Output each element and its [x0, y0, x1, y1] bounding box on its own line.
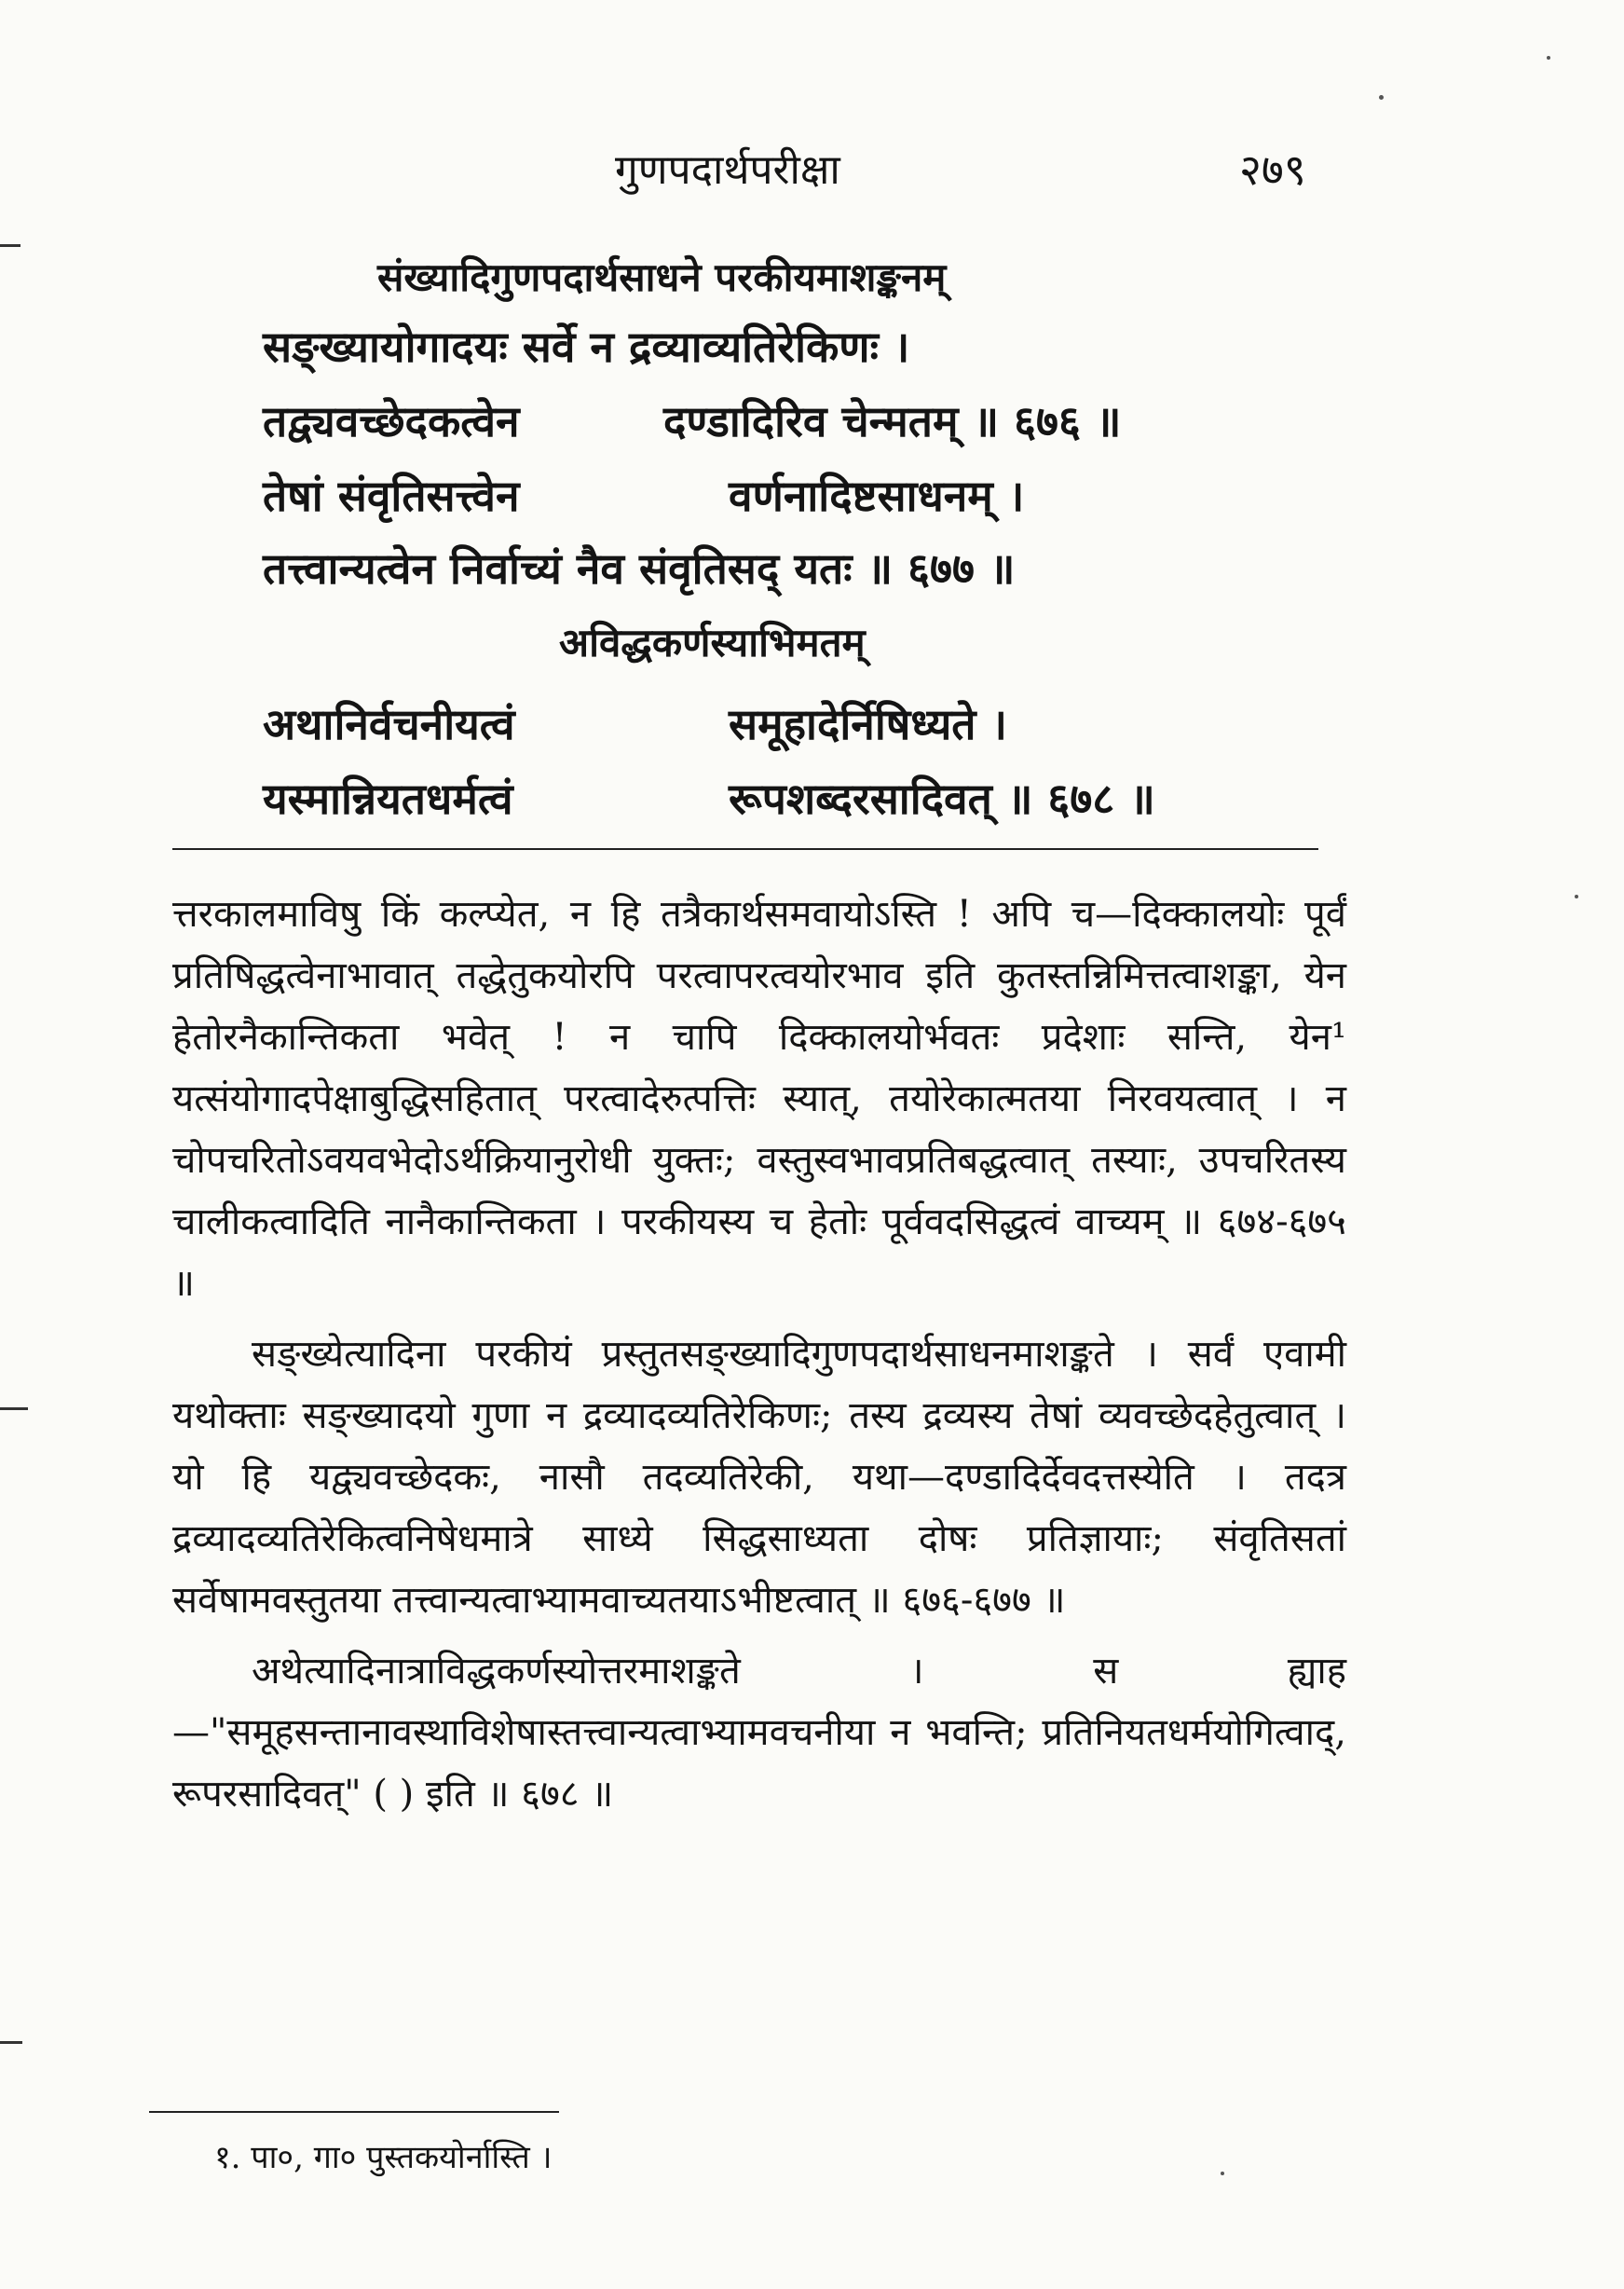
running-header: गुणपदार्थपरीक्षा	[615, 146, 840, 194]
verse-line: अथानिर्वचनीयत्वं	[263, 699, 515, 749]
scan-mark	[0, 2041, 22, 2044]
section-divider	[172, 848, 1318, 850]
verse-line: तद्व्यवच्छेदकत्वेन	[263, 396, 520, 446]
verse-line-part: दण्डादिरिव चेन्मतम् ॥ ६७६ ॥	[663, 396, 1122, 446]
verse-line: तेषां संवृतिसत्त्वेन	[263, 471, 520, 521]
scan-speck	[1547, 56, 1550, 60]
scan-mark	[0, 244, 20, 247]
scan-mark	[0, 1407, 28, 1410]
page-number: २७९	[1239, 144, 1306, 195]
commentary	[172, 884, 1346, 1834]
verse-line: यस्मान्नियतधर्मत्वं	[263, 774, 513, 824]
verse-line-part: समूहादेर्निषिध्यते ।	[729, 699, 1007, 749]
scan-speck	[1221, 2172, 1224, 2175]
commentary-paragraph: सङ्ख्येत्यादिना परकीयं प्रस्तुतसङ्ख्यादिगुणपदार्थसाधनमाशङ्कते । सर्वं एवामी यथोक्ताः सङ्ख्यादयो गुणा न द्रव्यादव्यतिरेकिणः; तस्य द्रव्यस्य तेषां व्यवच्छेदहेतुत्वात् । यो हि यद्व्यवच्छेदकः, नासौ तदव्यतिरेकी, यथा—दण्डादिर्देवदत्तस्येति । तदत्र द्रव्यादव्यतिरेकित्वनिषेधमात्रे साध्ये सिद्धसाध्यता दोषः प्रतिज्ञायाः; संवृतिसतां सर्वेषामवस्तुतया तत्त्वान्यत्वाभ्यामवाच्यतयाऽभीष्टत्वात् ॥ ६७६-६७७ ॥	[172, 1333, 1346, 1622]
commentary-paragraph: अथेत्यादिनात्राविद्धकर्णस्योत्तरमाशङ्कते । स ह्याह—"समूहसन्तानावस्थाविशेषास्तत्त्वान्यत्वाभ्यामवचनीया न भवन्ति; प्रतिनियतधर्मयोगित्वाद्, रूपरसादिवत्" ( ) इति ॥ ६७८ ॥	[172, 1650, 1346, 1816]
verse-line-part: वर्णनादिष्टसाधनम् ।	[729, 471, 1025, 521]
verse-line: तत्त्वान्यत्वेन निर्वाच्यं नैव संवृतिसद् यतः ॥ ६७७ ॥	[263, 543, 1016, 594]
scan-speck	[1379, 95, 1384, 100]
section-heading-2: अविद्धकर्णस्याभिमतम्	[559, 620, 866, 665]
footnote: १. पा०, गा० पुस्तकयोर्नास्ति ।	[214, 2139, 553, 2176]
section-heading-1: संख्यादिगुणपदार्थसाधने परकीयमाशङ्कनम्	[377, 254, 947, 300]
verse-line: सङ्ख्यायोगादयः सर्वे न द्रव्याव्यतिरेकिणः ।	[263, 322, 910, 372]
scan-speck	[1575, 895, 1578, 898]
footnote-rule	[149, 2111, 559, 2113]
verse-line-part: रूपशब्दरसादिवत् ॥ ६७८ ॥	[729, 774, 1155, 824]
commentary-paragraph: त्तरकालमाविषु किं कल्प्येत, न हि तत्रैकार्थसमवायोऽस्ति ! अपि च—दिक्कालयोः पूर्वं प्रतिषिद्धत्वेनाभावात् तद्धेतुकयोरपि परत्वापरत्वयोरभाव इति कुतस्तन्निमित्तत्वाशङ्का, येन हेतोरनैकान्तिकता भवेत् ! न चापि दिक्कालयोर्भवतः प्रदेशाः सन्ति, येन¹ यत्संयोगादपेक्षाबुद्धिसहितात् परत्वादेरुत्पत्तिः स्यात्, तयोरेकात्मतया निरवयत्वात् । न चोपचरितोऽवयवभेदोऽर्थक्रियानुरोधी युक्तः; वस्तुस्वभावप्रतिबद्धत्वात् तस्याः, उपचरितस्य चालीकत्वादिति नानैकान्तिकता । परकीयस्य च हेतोः पूर्ववदसिद्धत्वं वाच्यम् ॥ ६७४-६७५ ॥	[172, 893, 1346, 1305]
